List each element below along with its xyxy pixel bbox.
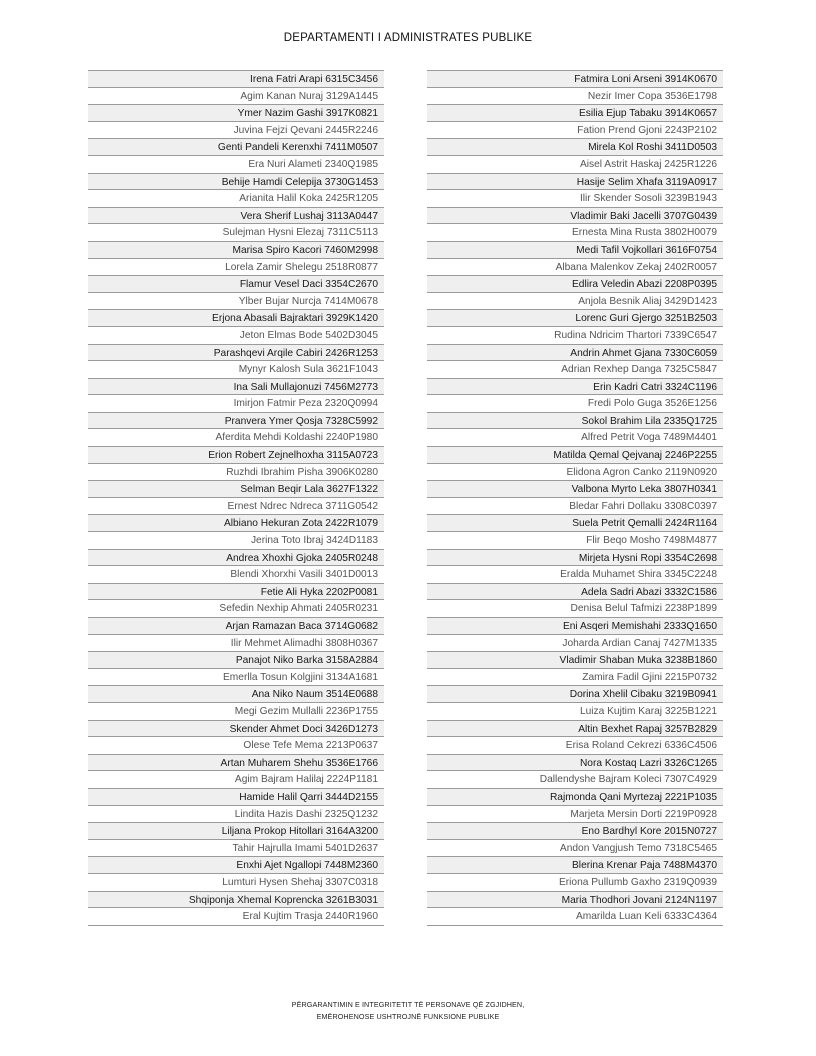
list-item: Medi Tafil Vojkollari 3616F0754 — [427, 241, 723, 259]
list-item: Rudina Ndricim Thartori 7339C6547 — [427, 327, 723, 345]
list-item: Panajot Niko Barka 3158A2884 — [88, 651, 384, 669]
list-item: Blerina Krenar Paja 7488M4370 — [427, 856, 723, 874]
list-item: Fatmira Loni Arseni 3914K0670 — [427, 70, 723, 88]
list-item: Esilia Ejup Tabaku 3914K0657 — [427, 104, 723, 122]
list-item: Irena Fatri Arapi 6315C3456 — [88, 70, 384, 88]
list-item: Eral Kujtim Trasja 2440R1960 — [88, 908, 384, 926]
list-item: Shqiponja Xhemal Koprencka 3261B3031 — [88, 891, 384, 909]
list-item: Fation Prend Gjoni 2243P2102 — [427, 122, 723, 140]
list-item: Eno Bardhyl Kore 2015N0727 — [427, 822, 723, 840]
list-item: Nora Kostaq Lazri 3326C1265 — [427, 754, 723, 772]
list-item: Dorina Xhelil Cibaku 3219B0941 — [427, 685, 723, 703]
list-item: Erisa Roland Cekrezi 6336C4506 — [427, 737, 723, 755]
list-item: Lorela Zamir Shelegu 2518R0877 — [88, 259, 384, 277]
list-item: Erin Kadri Catri 3324C1196 — [427, 378, 723, 396]
list-item: Sokol Brahim Lila 2335Q1725 — [427, 412, 723, 430]
list-item: Erjona Abasali Bajraktari 3929K1420 — [88, 309, 384, 327]
list-item: Agim Kanan Nuraj 3129A1445 — [88, 88, 384, 106]
list-item: Vladimir Shaban Muka 3238B1860 — [427, 651, 723, 669]
list-item: Bledar Fahri Dollaku 3308C0397 — [427, 498, 723, 516]
list-item: Albana Malenkov Zekaj 2402R0057 — [427, 259, 723, 277]
list-item: Ilir Mehmet Alimadhi 3808H0367 — [88, 635, 384, 653]
list-item: Adrian Rexhep Danga 7325C5847 — [427, 361, 723, 379]
list-item: Edlira Veledin Abazi 2208P0395 — [427, 275, 723, 293]
list-item: Rajmonda Qani Myrtezaj 2221P1035 — [427, 788, 723, 806]
list-item: Fetie Ali Hyka 2202P0081 — [88, 583, 384, 601]
list-item: Imirjon Fatmir Peza 2320Q0994 — [88, 395, 384, 413]
list-item: Megi Gezim Mullalli 2236P1755 — [88, 703, 384, 721]
list-item: Ana Niko Naum 3514E0688 — [88, 685, 384, 703]
list-item: Matilda Qemal Qejvanaj 2246P2255 — [427, 446, 723, 464]
list-item: Andrin Ahmet Gjana 7330C6059 — [427, 344, 723, 362]
list-item: Vladimir Baki Jacelli 3707G0439 — [427, 207, 723, 225]
list-item: Parashqevi Arqile Cabiri 2426R1253 — [88, 344, 384, 362]
list-item: Lorenc Guri Gjergo 3251B2503 — [427, 309, 723, 327]
list-item: Andon Vangjush Temo 7318C5465 — [427, 840, 723, 858]
list-item: Agim Bajram Halilaj 2224P1181 — [88, 771, 384, 789]
list-item: Marisa Spiro Kacori 7460M2998 — [88, 241, 384, 259]
list-item: Tahir Hajrulla Imami 5401D2637 — [88, 840, 384, 858]
list-item: Elidona Agron Canko 2119N0920 — [427, 464, 723, 482]
list-item: Genti Pandeli Kerenxhi 7411M0507 — [88, 138, 384, 156]
list-item: Amarilda Luan Keli 6333C4364 — [427, 908, 723, 926]
list-item: Arjan Ramazan Baca 3714G0682 — [88, 617, 384, 635]
list-item: Hasije Selim Xhafa 3119A0917 — [427, 173, 723, 191]
list-item: Emerlla Tosun Kolgjini 3134A1681 — [88, 669, 384, 687]
list-item: Joharda Ardian Canaj 7427M1335 — [427, 635, 723, 653]
list-item: Eni Asqeri Memishahi 2333Q1650 — [427, 617, 723, 635]
left-name-column — [88, 71, 384, 926]
list-item: Pranvera Ymer Qosja 7328C5992 — [88, 412, 384, 430]
list-item: Eralda Muhamet Shira 3345C2248 — [427, 566, 723, 584]
list-item: Mirela Kol Roshi 3411D0503 — [427, 138, 723, 156]
list-item: Nezir Imer Copa 3536E1798 — [427, 88, 723, 106]
footer-line-2: EMËROHENOSE USHTROJNË FUNKSIONE PUBLIKE — [316, 1012, 500, 1021]
page-title: DEPARTAMENTI I ADMINISTRATES PUBLIKE — [283, 32, 533, 44]
list-item: Sulejman Hysni Elezaj 7311C5113 — [88, 224, 384, 242]
list-item: Behije Hamdi Celepija 3730G1453 — [88, 173, 384, 191]
list-item: Era Nuri Alameti 2340Q1985 — [88, 156, 384, 174]
list-item: Ernest Ndrec Ndreca 3711G0542 — [88, 498, 384, 516]
list-item: Zamira Fadil Gjini 2215P0732 — [427, 669, 723, 687]
list-item: Arianita Halil Koka 2425R1205 — [88, 190, 384, 208]
list-item: Skender Ahmet Doci 3426D1273 — [88, 720, 384, 738]
list-item: Suela Petrit Qemalli 2424R1164 — [427, 514, 723, 532]
list-item: Adela Sadri Abazi 3332C1586 — [427, 583, 723, 601]
list-item: Lumturi Hysen Shehaj 3307C0318 — [88, 874, 384, 892]
right-name-column — [427, 71, 723, 926]
list-item: Artan Muharem Shehu 3536E1766 — [88, 754, 384, 772]
list-item: Jerina Toto Ibraj 3424D1183 — [88, 532, 384, 550]
list-item: Andrea Xhoxhi Gjoka 2405R0248 — [88, 549, 384, 567]
page-footer — [0, 999, 816, 1023]
list-item: Maria Thodhori Jovani 2124N1197 — [427, 891, 723, 909]
list-item: Ina Sali Mullajonuzi 7456M2773 — [88, 378, 384, 396]
list-item: Luiza Kujtim Karaj 3225B1221 — [427, 703, 723, 721]
list-item: Blendi Xhorxhi Vasili 3401D0013 — [88, 566, 384, 584]
list-item: Altin Bexhet Rapaj 3257B2829 — [427, 720, 723, 738]
list-item: Ilir Skender Sosoli 3239B1943 — [427, 190, 723, 208]
list-item: Mynyr Kalosh Sula 3621F1043 — [88, 361, 384, 379]
list-item: Aferdita Mehdi Koldashi 2240P1980 — [88, 429, 384, 447]
list-item: Sefedin Nexhip Ahmati 2405R0231 — [88, 600, 384, 618]
list-item: Jeton Elmas Bode 5402D3045 — [88, 327, 384, 345]
list-item: Flamur Vesel Daci 3354C2670 — [88, 275, 384, 293]
list-item: Albiano Hekuran Zota 2422R1079 — [88, 514, 384, 532]
list-item: Ernesta Mina Rusta 3802H0079 — [427, 224, 723, 242]
list-item: Vera Sherif Lushaj 3113A0447 — [88, 207, 384, 225]
list-item: Erion Robert Zejnelhoxha 3115A0723 — [88, 446, 384, 464]
list-item: Mirjeta Hysni Ropi 3354C2698 — [427, 549, 723, 567]
list-item: Flir Beqo Mosho 7498M4877 — [427, 532, 723, 550]
list-item: Marjeta Mersin Dorti 2219P0928 — [427, 806, 723, 824]
list-item: Anjola Besnik Aliaj 3429D1423 — [427, 293, 723, 311]
list-item: Olese Tefe Mema 2213P0637 — [88, 737, 384, 755]
list-item: Denisa Belul Tafmizi 2238P1899 — [427, 600, 723, 618]
list-item: Valbona Myrto Leka 3807H0341 — [427, 480, 723, 498]
list-item: Dallendyshe Bajram Koleci 7307C4929 — [427, 771, 723, 789]
list-item: Lindita Hazis Dashi 2325Q1232 — [88, 806, 384, 824]
list-item: Liljana Prokop Hitollari 3164A3200 — [88, 822, 384, 840]
list-item: Alfred Petrit Voga 7489M4401 — [427, 429, 723, 447]
list-item: Fredi Polo Guga 3526E1256 — [427, 395, 723, 413]
list-item: Ruzhdi Ibrahim Pisha 3906K0280 — [88, 464, 384, 482]
list-item: Ylber Bujar Nurcja 7414M0678 — [88, 293, 384, 311]
list-item: Enxhi Ajet Ngallopi 7448M2360 — [88, 856, 384, 874]
footer-line-1: PËRGARANTIMIN E INTEGRITETIT TË PERSONAVE QË ZGJIDHEN, — [291, 1000, 525, 1009]
list-item: Juvina Fejzi Qevani 2445R2246 — [88, 122, 384, 140]
list-item: Ymer Nazim Gashi 3917K0821 — [88, 104, 384, 122]
list-item: Eriona Pullumb Gaxho 2319Q0939 — [427, 874, 723, 892]
list-item: Hamide Halil Qarri 3444D2155 — [88, 788, 384, 806]
list-item: Selman Beqir Lala 3627F1322 — [88, 480, 384, 498]
list-item: Aisel Astrit Haskaj 2425R1226 — [427, 156, 723, 174]
